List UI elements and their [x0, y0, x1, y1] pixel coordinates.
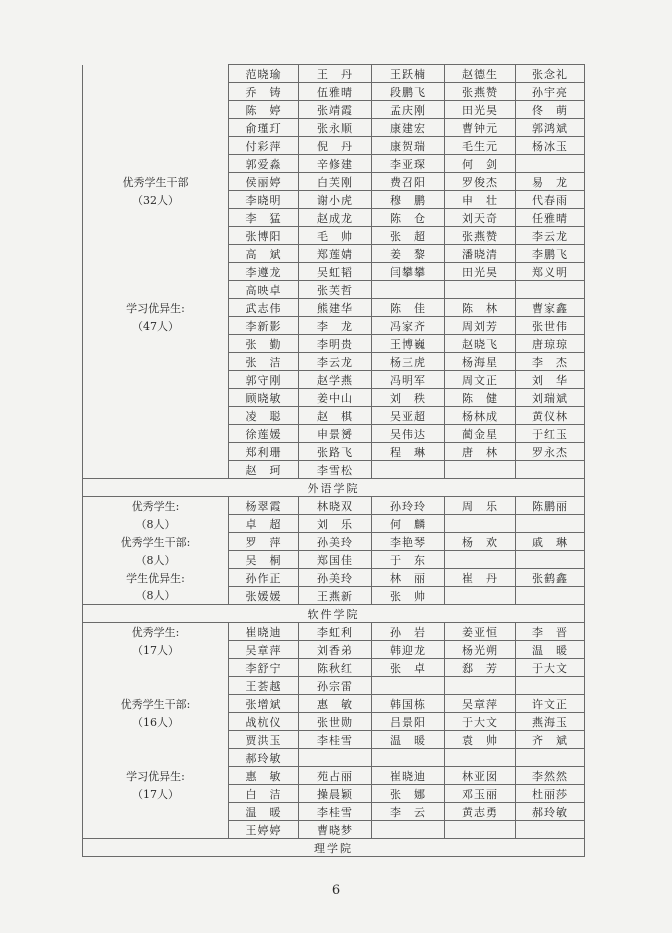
category-cell — [83, 101, 229, 119]
table-row — [83, 263, 585, 281]
award-list-body — [83, 65, 585, 857]
name-cell: 张燕赞 — [445, 227, 516, 245]
name-cell: 郄 芳 — [445, 659, 516, 677]
table-row — [83, 173, 585, 191]
name-cell: 佟 萌 — [516, 101, 585, 119]
name-cell: 蔺金星 — [445, 425, 516, 443]
table-row — [83, 551, 585, 569]
name-cell: 林亚囡 — [445, 767, 516, 785]
name-cell: 李雪松 — [299, 461, 372, 479]
name-cell — [299, 749, 372, 767]
name-cell: 吴章萍 — [445, 695, 516, 713]
table-row — [83, 695, 585, 713]
table-row — [83, 155, 585, 173]
table-row — [83, 281, 585, 299]
name-cell: 毛生元 — [445, 137, 516, 155]
name-cell — [445, 677, 516, 695]
name-cell: 孙美玲 — [299, 533, 372, 551]
table-row — [83, 443, 585, 461]
category-cell: （17人） — [83, 785, 229, 803]
name-cell: 姜 黎 — [372, 245, 445, 263]
name-cell: 张 勤 — [229, 335, 299, 353]
name-cell: 李晓明 — [229, 191, 299, 209]
name-cell: 杨林成 — [445, 407, 516, 425]
category-cell: 学习优异生: — [83, 299, 229, 317]
category-cell: （17人） — [83, 641, 229, 659]
name-cell: 孙宇亮 — [516, 83, 585, 101]
name-cell: 孟庆刚 — [372, 101, 445, 119]
name-cell: 孙宗雷 — [299, 677, 372, 695]
name-cell: 王博巍 — [372, 335, 445, 353]
page-number: 6 — [331, 883, 341, 898]
name-cell: 贾洪玉 — [229, 731, 299, 749]
name-cell: 崔晓迪 — [372, 767, 445, 785]
name-cell: 于大文 — [445, 713, 516, 731]
name-cell: 孙玲玲 — [372, 497, 445, 515]
name-cell: 李 猛 — [229, 209, 299, 227]
name-cell: 何 麟 — [372, 515, 445, 533]
name-cell: 张念礼 — [516, 65, 585, 83]
name-cell: 郑莲婧 — [299, 245, 372, 263]
name-cell: 袁 帅 — [445, 731, 516, 749]
category-cell — [83, 155, 229, 173]
name-cell: 唐 林 — [445, 443, 516, 461]
name-cell: 郭爱淼 — [229, 155, 299, 173]
category-cell: （8人） — [83, 587, 229, 605]
name-cell: 申景赟 — [299, 425, 372, 443]
category-cell — [83, 353, 229, 371]
name-cell: 张 娜 — [372, 785, 445, 803]
name-cell — [372, 677, 445, 695]
table-row — [83, 713, 585, 731]
name-cell: 闫攀攀 — [372, 263, 445, 281]
name-cell: 伍雅晴 — [299, 83, 372, 101]
name-cell: 许文正 — [516, 695, 585, 713]
name-cell: 武志伟 — [229, 299, 299, 317]
name-cell: 高 斌 — [229, 245, 299, 263]
name-cell: 杨翠霞 — [229, 497, 299, 515]
name-cell — [445, 461, 516, 479]
name-cell: 张博阳 — [229, 227, 299, 245]
table-row — [83, 101, 585, 119]
category-cell — [83, 65, 229, 83]
table-row — [83, 299, 585, 317]
name-cell: 刘瑞斌 — [516, 389, 585, 407]
name-cell: 唐琼琼 — [516, 335, 585, 353]
name-cell: 邓玉丽 — [445, 785, 516, 803]
name-cell: 王婷婷 — [229, 821, 299, 839]
name-cell: 张增斌 — [229, 695, 299, 713]
name-cell: 曹家鑫 — [516, 299, 585, 317]
name-cell: 吴伟达 — [372, 425, 445, 443]
name-cell: 刘 乐 — [299, 515, 372, 533]
name-cell — [516, 821, 585, 839]
category-cell — [83, 443, 229, 461]
name-cell: 潘晓清 — [445, 245, 516, 263]
name-cell: 陈 林 — [445, 299, 516, 317]
section-row — [83, 605, 585, 623]
name-cell: 李 杰 — [516, 353, 585, 371]
category-cell: （32人） — [83, 191, 229, 209]
name-cell — [516, 749, 585, 767]
name-cell: 姜亚恒 — [445, 623, 516, 641]
name-cell: 孙作正 — [229, 569, 299, 587]
name-cell: 白 洁 — [229, 785, 299, 803]
name-cell: 高映卓 — [229, 281, 299, 299]
name-cell: 崔 丹 — [445, 569, 516, 587]
name-cell — [516, 281, 585, 299]
name-cell: 代春雨 — [516, 191, 585, 209]
table-row — [83, 371, 585, 389]
table-row — [83, 515, 585, 533]
name-cell — [516, 587, 585, 605]
table-row — [83, 353, 585, 371]
name-cell: 冯明军 — [372, 371, 445, 389]
name-cell: 范晓瑜 — [229, 65, 299, 83]
table-row — [83, 137, 585, 155]
table-row — [83, 245, 585, 263]
category-cell: 优秀学生干部 — [83, 173, 229, 191]
name-cell — [372, 461, 445, 479]
name-cell: 李虹利 — [299, 623, 372, 641]
name-cell: 康建宏 — [372, 119, 445, 137]
name-cell: 曹晓梦 — [299, 821, 372, 839]
name-cell: 吴章萍 — [229, 641, 299, 659]
name-cell: 谢小虎 — [299, 191, 372, 209]
name-cell: 韩国栋 — [372, 695, 445, 713]
name-cell: 李艳琴 — [372, 533, 445, 551]
table-row — [83, 425, 585, 443]
category-cell — [83, 263, 229, 281]
name-cell: 易 龙 — [516, 173, 585, 191]
name-cell: 王 丹 — [299, 65, 372, 83]
table-row — [83, 587, 585, 605]
name-cell: 韩迎龙 — [372, 641, 445, 659]
name-cell: 张燕赞 — [445, 83, 516, 101]
name-cell: 陈 婷 — [229, 101, 299, 119]
category-cell — [83, 209, 229, 227]
name-cell: 刘天奇 — [445, 209, 516, 227]
name-cell: 郭鸿斌 — [516, 119, 585, 137]
category-cell: 优秀学生: — [83, 623, 229, 641]
name-cell: 于大文 — [516, 659, 585, 677]
table-row — [83, 389, 585, 407]
section-row — [83, 479, 585, 497]
name-cell: 卓 超 — [229, 515, 299, 533]
name-cell: 苑占丽 — [299, 767, 372, 785]
name-cell: 陈 仓 — [372, 209, 445, 227]
name-cell — [516, 677, 585, 695]
name-cell: 杨海星 — [445, 353, 516, 371]
table-row — [83, 803, 585, 821]
name-cell: 刘香弟 — [299, 641, 372, 659]
category-cell: （8人） — [83, 515, 229, 533]
category-cell — [83, 425, 229, 443]
name-cell: 俞瑾玎 — [229, 119, 299, 137]
name-cell — [445, 515, 516, 533]
category-cell — [83, 389, 229, 407]
category-cell: 学生优异生: — [83, 569, 229, 587]
name-cell: 郝玲敏 — [516, 803, 585, 821]
name-cell: 李明贵 — [299, 335, 372, 353]
name-cell — [372, 749, 445, 767]
name-cell — [445, 587, 516, 605]
name-cell: 倪 丹 — [299, 137, 372, 155]
name-cell: 惠 敏 — [299, 695, 372, 713]
name-cell: 吴亚超 — [372, 407, 445, 425]
name-cell: 黄仪林 — [516, 407, 585, 425]
name-cell: 陈秋红 — [299, 659, 372, 677]
name-cell: 温 暖 — [372, 731, 445, 749]
name-cell: 战杭仪 — [229, 713, 299, 731]
name-cell: 申 壮 — [445, 191, 516, 209]
name-cell: 张媛媛 — [229, 587, 299, 605]
table-row — [83, 119, 585, 137]
category-cell — [83, 407, 229, 425]
table-row — [83, 335, 585, 353]
name-cell: 程 琳 — [372, 443, 445, 461]
name-cell: 张世勋 — [299, 713, 372, 731]
table-row — [83, 83, 585, 101]
category-cell — [83, 281, 229, 299]
name-cell: 周 乐 — [445, 497, 516, 515]
name-cell: 李亚琛 — [372, 155, 445, 173]
name-cell: 白芙刚 — [299, 173, 372, 191]
category-cell: 优秀学生干部: — [83, 533, 229, 551]
name-cell: 毛 帅 — [299, 227, 372, 245]
table-row — [83, 785, 585, 803]
category-cell — [83, 83, 229, 101]
name-cell: 周刘芳 — [445, 317, 516, 335]
name-cell: 张 卓 — [372, 659, 445, 677]
category-cell — [83, 461, 229, 479]
category-cell — [83, 371, 229, 389]
name-cell: 杨光朔 — [445, 641, 516, 659]
name-cell: 段鹏飞 — [372, 83, 445, 101]
name-cell — [445, 821, 516, 839]
name-cell: 林 丽 — [372, 569, 445, 587]
category-cell — [83, 821, 229, 839]
name-cell: 李桂雪 — [299, 731, 372, 749]
name-cell: 杨三虎 — [372, 353, 445, 371]
name-cell: 燕海玉 — [516, 713, 585, 731]
name-cell: 张 帅 — [372, 587, 445, 605]
name-cell: 吕景阳 — [372, 713, 445, 731]
name-cell: 杨冰玉 — [516, 137, 585, 155]
category-cell — [83, 119, 229, 137]
name-cell: 李遵龙 — [229, 263, 299, 281]
name-cell — [516, 461, 585, 479]
name-cell: 赵学燕 — [299, 371, 372, 389]
table-row — [83, 317, 585, 335]
category-cell: （47人） — [83, 317, 229, 335]
name-cell: 张靖霞 — [299, 101, 372, 119]
name-cell: 侯丽婷 — [229, 173, 299, 191]
name-cell: 刘 秩 — [372, 389, 445, 407]
name-cell: 孙美玲 — [299, 569, 372, 587]
table-row — [83, 227, 585, 245]
name-cell: 李 云 — [372, 803, 445, 821]
name-cell: 李新影 — [229, 317, 299, 335]
table-row — [83, 191, 585, 209]
table-row — [83, 641, 585, 659]
table-row — [83, 65, 585, 83]
name-cell — [445, 281, 516, 299]
category-cell — [83, 227, 229, 245]
name-cell: 杜丽莎 — [516, 785, 585, 803]
category-cell — [83, 659, 229, 677]
name-cell: 赵德生 — [445, 65, 516, 83]
category-cell: 优秀学生干部: — [83, 695, 229, 713]
name-cell — [372, 821, 445, 839]
section-title: 外语学院 — [83, 479, 585, 497]
name-cell: 张永顺 — [299, 119, 372, 137]
name-cell: 陈 佳 — [372, 299, 445, 317]
name-cell — [445, 551, 516, 569]
category-cell: （8人） — [83, 551, 229, 569]
name-cell: 张鹤鑫 — [516, 569, 585, 587]
name-cell: 操晨颖 — [299, 785, 372, 803]
name-cell: 徐莲媛 — [229, 425, 299, 443]
name-cell: 付彩萍 — [229, 137, 299, 155]
name-cell: 李然然 — [516, 767, 585, 785]
name-cell: 张 洁 — [229, 353, 299, 371]
category-cell — [83, 137, 229, 155]
name-cell: 田光昊 — [445, 263, 516, 281]
name-cell: 李云龙 — [299, 353, 372, 371]
table-row — [83, 533, 585, 551]
table-row — [83, 461, 585, 479]
category-cell — [83, 803, 229, 821]
category-cell — [83, 749, 229, 767]
table-row — [83, 731, 585, 749]
table-row — [83, 497, 585, 515]
name-cell: 孙 岩 — [372, 623, 445, 641]
name-cell: 郝玲敏 — [229, 749, 299, 767]
name-cell: 李桂雪 — [299, 803, 372, 821]
section-title: 理学院 — [83, 839, 585, 857]
table-row — [83, 749, 585, 767]
name-cell: 张 超 — [372, 227, 445, 245]
name-cell: 刘 华 — [516, 371, 585, 389]
name-cell: 任雅晴 — [516, 209, 585, 227]
name-cell: 陈鹏丽 — [516, 497, 585, 515]
name-cell: 罗俊杰 — [445, 173, 516, 191]
category-cell: （16人） — [83, 713, 229, 731]
name-cell: 熊建华 — [299, 299, 372, 317]
name-cell: 郑国佳 — [299, 551, 372, 569]
table-row — [83, 821, 585, 839]
name-cell: 王燕新 — [299, 587, 372, 605]
name-cell: 温 暖 — [229, 803, 299, 821]
name-cell: 张世伟 — [516, 317, 585, 335]
name-cell: 于 东 — [372, 551, 445, 569]
table-row — [83, 407, 585, 425]
name-cell: 李云龙 — [516, 227, 585, 245]
name-cell: 李 龙 — [299, 317, 372, 335]
name-cell: 林晓双 — [299, 497, 372, 515]
section-title: 软件学院 — [83, 605, 585, 623]
name-cell: 吴虹韬 — [299, 263, 372, 281]
name-cell: 王荟越 — [229, 677, 299, 695]
category-cell — [83, 677, 229, 695]
name-cell: 凌 聪 — [229, 407, 299, 425]
name-cell — [516, 155, 585, 173]
table-row — [83, 209, 585, 227]
name-cell: 辛修建 — [299, 155, 372, 173]
name-cell: 罗 萍 — [229, 533, 299, 551]
name-cell: 姜中山 — [299, 389, 372, 407]
name-cell — [372, 281, 445, 299]
name-cell: 黄志勇 — [445, 803, 516, 821]
name-cell: 李舒宁 — [229, 659, 299, 677]
name-cell: 惠 敏 — [229, 767, 299, 785]
name-cell — [516, 515, 585, 533]
name-cell: 顾晓敏 — [229, 389, 299, 407]
table-row — [83, 677, 585, 695]
name-cell: 温 暖 — [516, 641, 585, 659]
name-cell: 赵成龙 — [299, 209, 372, 227]
name-cell — [516, 551, 585, 569]
category-cell: 学习优异生: — [83, 767, 229, 785]
name-cell: 赵 棋 — [299, 407, 372, 425]
name-cell: 张芙哲 — [299, 281, 372, 299]
name-cell: 杨 欢 — [445, 533, 516, 551]
table-row — [83, 569, 585, 587]
name-cell: 何 剑 — [445, 155, 516, 173]
name-cell: 费召阳 — [372, 173, 445, 191]
name-cell: 穆 鹏 — [372, 191, 445, 209]
name-cell: 吴 桐 — [229, 551, 299, 569]
name-cell: 张路飞 — [299, 443, 372, 461]
name-cell: 郑利珊 — [229, 443, 299, 461]
name-cell: 赵 珂 — [229, 461, 299, 479]
table-row — [83, 659, 585, 677]
name-cell: 罗永杰 — [516, 443, 585, 461]
name-cell: 郑义明 — [516, 263, 585, 281]
name-cell — [445, 749, 516, 767]
category-cell — [83, 335, 229, 353]
name-cell: 康贺瑞 — [372, 137, 445, 155]
name-cell: 周文正 — [445, 371, 516, 389]
section-row — [83, 839, 585, 857]
category-cell — [83, 731, 229, 749]
name-cell: 乔 铸 — [229, 83, 299, 101]
name-cell: 崔晓迪 — [229, 623, 299, 641]
award-list-table — [82, 64, 585, 857]
name-cell: 戚 琳 — [516, 533, 585, 551]
table-row — [83, 623, 585, 641]
name-cell: 齐 斌 — [516, 731, 585, 749]
name-cell: 于红玉 — [516, 425, 585, 443]
name-cell: 陈 健 — [445, 389, 516, 407]
name-cell: 郭守刚 — [229, 371, 299, 389]
table-row — [83, 767, 585, 785]
name-cell: 田光昊 — [445, 101, 516, 119]
name-cell: 李鹏飞 — [516, 245, 585, 263]
name-cell: 李 晋 — [516, 623, 585, 641]
name-cell: 赵晓飞 — [445, 335, 516, 353]
name-cell: 王跃楠 — [372, 65, 445, 83]
category-cell — [83, 245, 229, 263]
category-cell: 优秀学生: — [83, 497, 229, 515]
name-cell: 曹钟元 — [445, 119, 516, 137]
name-cell: 冯家齐 — [372, 317, 445, 335]
